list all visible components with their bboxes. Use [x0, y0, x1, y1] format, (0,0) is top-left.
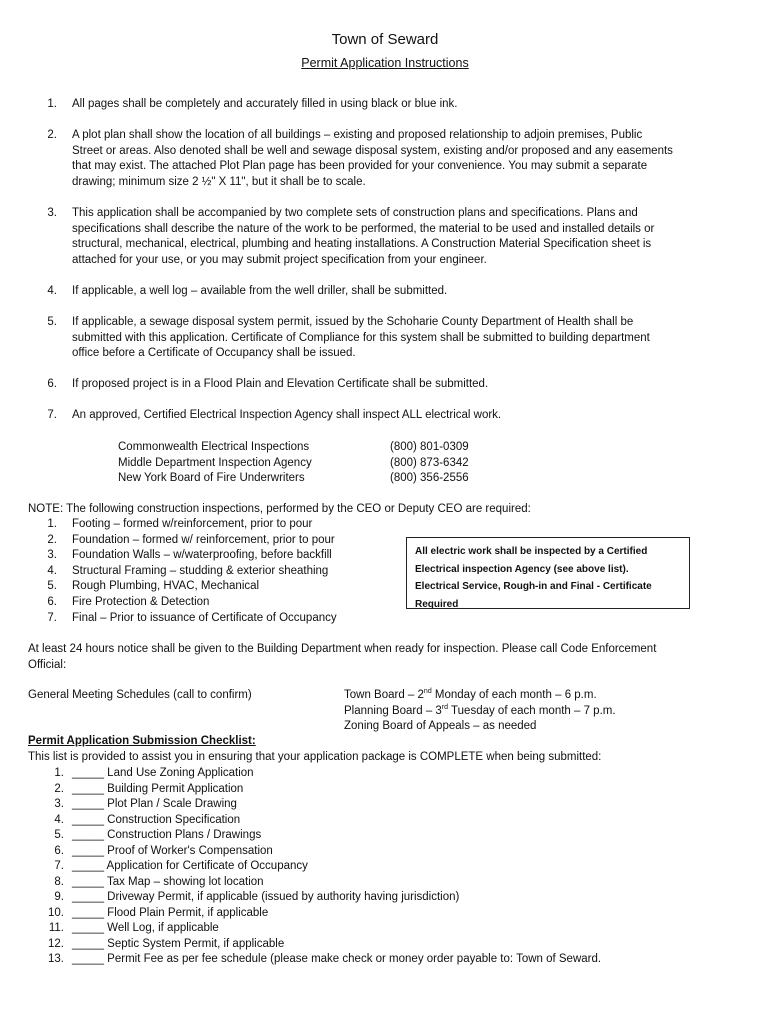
instruction-line: drawing; minimum size 2 ½" X 11", but it shall be to scale. — [72, 175, 366, 188]
checklist-item: _____ Driveway Permit, if applicable (issued by authority having jurisdiction) — [72, 891, 460, 903]
instruction-line: attached for your use, or you may submit project specification from your engineer. — [72, 253, 487, 266]
inspection-item: Structural Framing – studding & exterior sheathing — [72, 564, 329, 577]
page-title: Town of Seward — [331, 31, 439, 48]
inspection-item: Rough Plumbing, HVAC, Mechanical — [72, 580, 260, 593]
checklist-number: 1. — [54, 767, 64, 779]
instruction-line: If proposed project is in a Flood Plain and Elevation Certificate shall be submitted. — [72, 378, 489, 390]
checklist-item: _____ Construction Specification — [72, 813, 241, 826]
agency-name: Middle Department Inspection Agency — [118, 456, 312, 469]
instruction-line: An approved, Certified Electrical Inspection Agency shall inspect ALL electrical work. — [72, 409, 502, 421]
inspection-item: Foundation – formed w/ reinforcement, prior to pour — [72, 533, 335, 546]
instruction-number: 2. — [47, 129, 57, 141]
instruction-line: structural, mechanical, electrical, plumbing and heating installations. A Construction Material Specification sheet is — [72, 238, 652, 251]
subtitle-text: Permit Application Instructions — [301, 56, 469, 70]
inspection-number: 1. — [47, 518, 57, 530]
inspection-item: Final – Prior to issuance of Certificate of Occupancy — [72, 611, 337, 624]
planning-board-schedule — [344, 704, 616, 720]
agency-phone: (800) 356-2556 — [390, 472, 469, 485]
agency-phone: (800) 801-0309 — [390, 441, 469, 453]
zoning-board-schedule: Zoning Board of Appeals – as needed — [344, 720, 537, 733]
instruction-line: If applicable, a sewage disposal system permit, issued by the Schoharie County Department of Health shall be — [72, 316, 634, 328]
checklist-number: 6. — [54, 844, 64, 857]
town-board-schedule — [344, 688, 616, 704]
instruction-line: A plot plan shall show the location of all buildings – existing and proposed relationship to adjoin premises, Public — [72, 129, 643, 141]
instruction-number: 5. — [47, 316, 57, 328]
checklist-item: _____ Well Log, if applicable — [72, 922, 219, 934]
checklist-item: _____ Construction Plans / Drawings — [72, 829, 262, 841]
checklist-number: 7. — [54, 860, 64, 872]
inspection-item: Foundation Walls – w/waterproofing, before backfill — [72, 549, 332, 562]
agency-name: New York Board of Fire Underwriters — [118, 472, 305, 485]
town-board-post: Monday of each month – 6 p.m. — [431, 689, 597, 701]
checklist-item: _____ Application for Certificate of Occupancy — [72, 860, 308, 872]
instruction-number: 7. — [47, 409, 57, 421]
checklist-item: _____ Tax Map – showing lot location — [72, 875, 264, 888]
meeting-schedules — [344, 688, 616, 735]
inspection-number: 6. — [47, 596, 57, 608]
instruction-number: 3. — [47, 207, 57, 219]
checklist-item: _____ Building Permit Application — [72, 782, 244, 795]
checklist-number: 10. — [48, 906, 64, 919]
checklist-number: 9. — [54, 891, 64, 903]
inspection-number: 5. — [47, 580, 57, 593]
checklist-item: _____ Land Use Zoning Application — [72, 767, 254, 779]
inspection-number: 3. — [47, 549, 57, 562]
checklist-number: 3. — [54, 798, 64, 810]
inspection-note-intro: NOTE: The following construction inspections, performed by the CEO or Deputy CEO are required: — [28, 503, 531, 515]
notice-line: Official: — [28, 658, 67, 671]
electric-box-line: Required — [415, 598, 459, 609]
planning-pre: Planning Board – 3 — [344, 704, 442, 717]
electric-inspection-box — [406, 537, 690, 609]
planning-post: Tuesday of each month – 7 p.m. — [448, 704, 616, 717]
planning-sup: rd — [441, 703, 449, 711]
instruction-line: All pages shall be completely and accurately filled in using black or blue ink. — [72, 98, 458, 110]
instruction-number: 1. — [47, 98, 57, 110]
notice-line: At least 24 hours notice shall be given to the Building Department when ready for inspection. Please call Code Enforcement — [28, 643, 657, 655]
checklist-number: 4. — [54, 813, 64, 826]
checklist-number: 8. — [54, 875, 64, 888]
checklist-number: 11. — [48, 922, 64, 934]
checklist-item: _____ Septic System Permit, if applicable — [72, 937, 285, 950]
inspection-item: Footing – formed w/reinforcement, prior to pour — [72, 518, 313, 530]
inspection-item: Fire Protection & Detection — [72, 596, 210, 608]
instruction-line: This application shall be accompanied by two complete sets of construction plans and specifications. Plans and — [72, 207, 638, 219]
electric-box-line: Electrical inspection Agency (see above list). — [415, 563, 629, 575]
checklist-intro: This list is provided to assist you in ensuring that your application package is COMPLETE when being submitted: — [28, 751, 602, 763]
instruction-line: that may exist. The attached Plot Plan page has been provided for your convenience. You may submit a separate — [72, 160, 648, 173]
inspection-number: 4. — [47, 564, 57, 577]
town-board-sup: nd — [423, 688, 432, 696]
inspection-number: 2. — [47, 533, 57, 546]
instruction-line: If applicable, a well log – available from the well driller, shall be submitted. — [72, 285, 448, 297]
meeting-schedule-label: General Meeting Schedules (call to confirm) — [28, 689, 252, 701]
town-board-pre: Town Board – 2 — [344, 689, 424, 701]
checklist-number: 2. — [54, 782, 64, 795]
electric-box-line: Electrical Service, Rough-in and Final - Certificate — [415, 581, 652, 592]
checklist-number: 5. — [54, 829, 64, 841]
checklist-number: 12. — [48, 937, 64, 950]
instruction-line: specifications shall describe the nature of the work to be performed, the material to be used and installed details or — [72, 222, 655, 235]
notice-text — [28, 642, 656, 673]
agency-name: Commonwealth Electrical Inspections — [118, 441, 310, 453]
checklist-item: _____ Plot Plan / Scale Drawing — [72, 798, 237, 810]
instruction-line: submitted with this application. Certificate of Compliance for this system shall be submitted to building department — [72, 331, 650, 344]
page-subtitle — [0, 56, 770, 70]
instruction-number: 6. — [47, 378, 57, 390]
checklist-item: _____ Proof of Worker's Compensation — [72, 844, 273, 857]
agency-phone: (800) 873-6342 — [390, 456, 469, 469]
checklist-item: _____ Flood Plain Permit, if applicable — [72, 906, 269, 919]
inspection-number: 7. — [47, 611, 57, 624]
checklist-heading: Permit Application Submission Checklist: — [28, 735, 256, 747]
instruction-number: 4. — [47, 285, 57, 297]
instruction-line: office before a Certificate of Occupancy shall be issued. — [72, 347, 356, 360]
checklist-number: 13. — [48, 953, 64, 965]
electric-box-line: All electric work shall be inspected by a Certified — [415, 546, 648, 557]
instruction-line: Street or areas. Also denoted shall be well and sewage disposal system, existing and/or proposed and any easements — [72, 144, 673, 157]
checklist-item: _____ Permit Fee as per fee schedule (please make check or money order payable to: Town of Seward. — [72, 953, 602, 965]
